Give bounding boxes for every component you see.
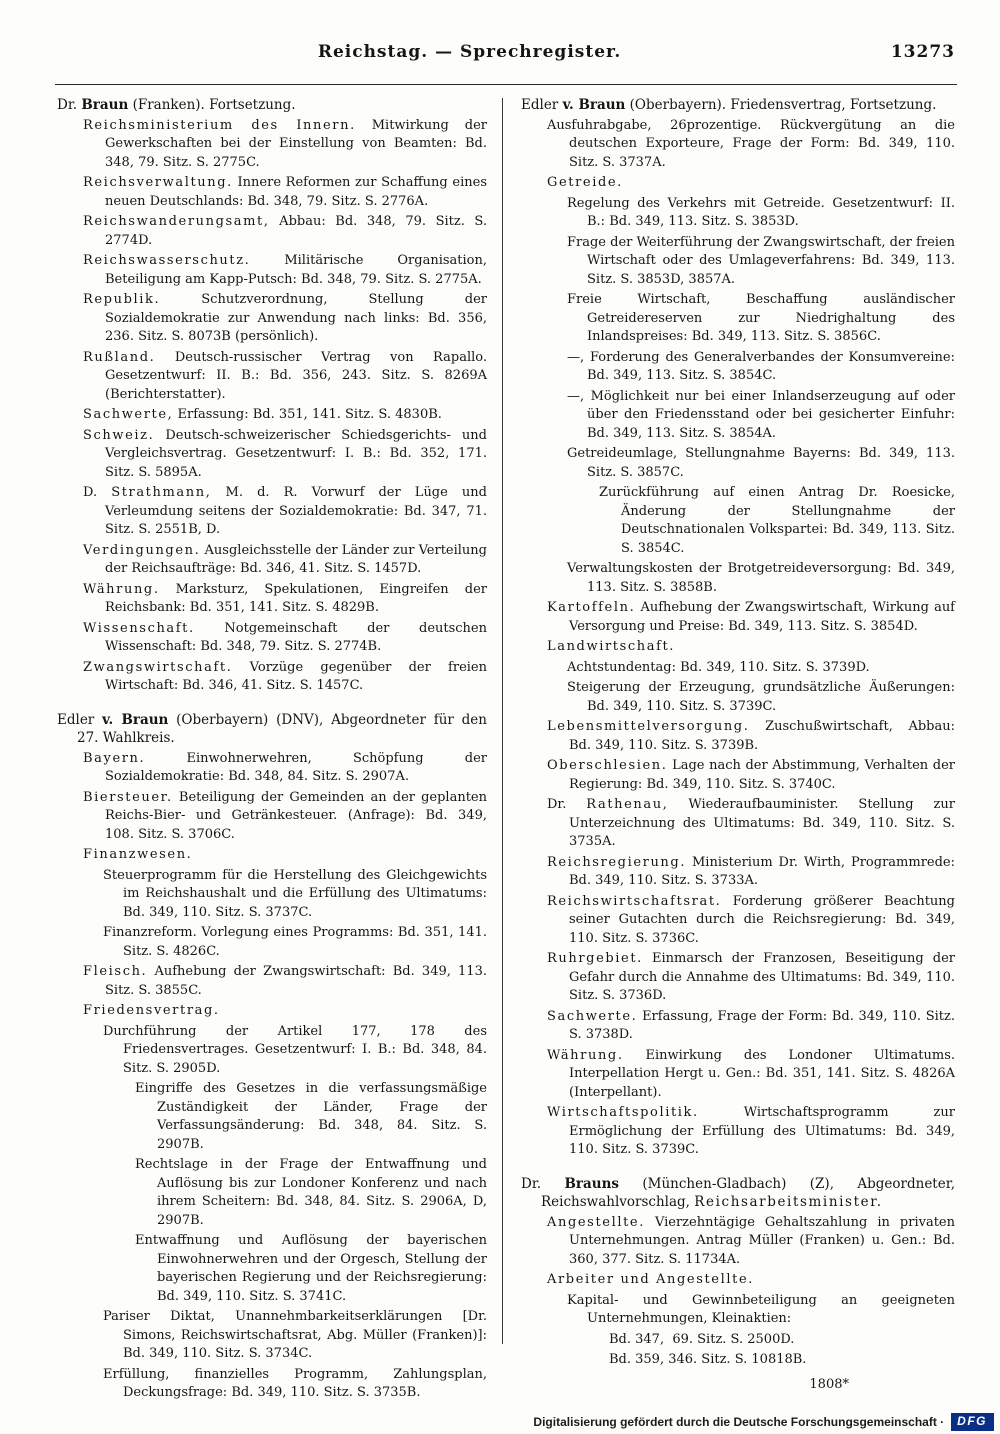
entry-keyword: Währung. bbox=[547, 1047, 624, 1063]
page-header bbox=[55, 42, 957, 72]
index-entry: Zurückführung auf einen Antrag Dr. Roesicke, Änderung der Stellungnahme der Deutschnationalen Volkspartei: Bd. 349, 113. Sitz. S. 3854C. bbox=[599, 485, 955, 556]
entry-keyword: Finanzwesen. bbox=[83, 847, 193, 862]
column-divider bbox=[502, 98, 503, 1344]
index-entry bbox=[521, 174, 955, 193]
index-entry: Angestellte. Vierzehntägige Gehaltszahlung in privaten Unternehmungen. Antrag Müller (Franken) u. Gen.: Bd. 360, 377. Sitz. S. 11734A. bbox=[547, 1214, 955, 1267]
page-number: 13273 bbox=[890, 42, 955, 62]
index-entry: Eingriffe des Gesetzes in die verfassungsmäßige Zuständigkeit der Länder, Frage der Verfassungsänderung: Bd. 348, 84. Sitz. S. 2907B. bbox=[135, 1081, 487, 1152]
index-entry bbox=[57, 1002, 487, 1021]
entry-keyword: Reichsregierung. bbox=[547, 854, 687, 870]
dfg-logo: DFG bbox=[951, 1413, 994, 1431]
speaker-name: Brauns bbox=[564, 1175, 619, 1192]
index-entry: Finanzreform. Vorlegung eines Programms: Bd. 351, 141. Sitz. S. 4826C. bbox=[103, 925, 487, 959]
header-rule bbox=[55, 84, 957, 85]
heading-text: Reichsarbeitsminister. bbox=[694, 1194, 883, 1210]
index-entry: Freie Wirtschaft, Beschaffung ausländischer Getreidereserven zur Niedrighaltung des Inlandspreises: Bd. 349, 113. Sitz. S. 3856C. bbox=[567, 292, 955, 344]
speaker-name: v. Braun bbox=[102, 711, 169, 728]
index-entry: Steuerprogramm für die Herstellung des Gleichgewichts im Reichshaushalt und die Erfüllung des Ultimatums: Bd. 349, 110. Sitz. S. 3737C. bbox=[103, 867, 487, 920]
index-entry: Rußland. Deutsch-russischer Vertrag von Rapallo. Gesetzentwurf: II. B.: Bd. 356, 243. Sitz. S. 8269A (Berichterstatter). bbox=[83, 349, 487, 402]
entry-keyword: Angestellte. bbox=[547, 1214, 645, 1230]
index-entry: Dr. Rathenau, Wiederaufbauminister. Stellung zur Unterzeichnung des Ultimatums: Bd. 349, 110. Sitz. S. 3735A. bbox=[547, 797, 955, 849]
speaker-heading bbox=[57, 711, 487, 748]
index-entry: Wirtschaftspolitik. Wirtschaftsprogramm zur Ermöglichung der Erfüllung des Ultimatums: Bd. 349, 110. Sitz. S. 3739C. bbox=[547, 1105, 955, 1157]
index-entry: Oberschlesien. Lage nach der Abstimmung, Verhalten der Regierung: Bd. 349, 110. Sitz. S. 3740C. bbox=[547, 758, 955, 792]
entry-keyword: Reichswasserschutz. bbox=[83, 253, 251, 268]
entry-keyword: Strathmann, bbox=[111, 485, 212, 500]
index-entry: Zwangswirtschaft. Vorzüge gegenüber der freien Wirtschaft: Bd. 346, 41. Sitz. S. 1457C. bbox=[83, 659, 487, 693]
index-entry bbox=[521, 1271, 955, 1290]
entry-keyword: Arbeiter und Angestellte. bbox=[547, 1272, 754, 1287]
entry-keyword: Biersteuer. bbox=[83, 789, 173, 805]
heading-text: (Oberbayern) (DNV), Abgeordneter für den 27. Wahlkreis. bbox=[77, 711, 487, 746]
entry-keyword: Reichswanderungsamt, bbox=[83, 214, 270, 229]
index-entry: Rechtslage in der Frage der Entwaffnung und Auflösung bis zur Londoner Konferenz und nach ihrem Scheitern: Bd. 348, 84. Sitz. S. 2906A, D, 2907B. bbox=[135, 1157, 487, 1228]
right-column bbox=[521, 96, 955, 1394]
entry-keyword: Kartoffeln. bbox=[547, 600, 636, 615]
index-entry: Reichsverwaltung. Innere Reformen zur Schaffung eines neuen Deutschlands: Bd. 348, 79. Sitz. S. 2776A. bbox=[83, 175, 487, 209]
index-entry: Kartoffeln. Aufhebung der Zwangswirtschaft, Wirkung auf Versorgung und Preise: Bd. 349, 113. Sitz. S. 3854D. bbox=[547, 600, 955, 634]
index-entry: Kapital- und Gewinnbeteiligung an geeigneten Unternehmungen, Kleinaktien: bbox=[567, 1292, 955, 1326]
speaker-name: v. Braun bbox=[562, 97, 626, 113]
index-entry: Biersteuer. Beteiligung der Gemeinden an der geplanten Reichs-Bier- und Getränkesteuer. (Anfrage): Bd. 349, 108. Sitz. S. 3706C. bbox=[83, 789, 487, 842]
entry-keyword: Oberschlesien. bbox=[547, 758, 668, 773]
speaker-heading bbox=[521, 1175, 955, 1212]
index-entry: Sachwerte. Erfassung, Frage der Form: Bd. 349, 110. Sitz. S. 3738D. bbox=[547, 1008, 955, 1042]
entry-keyword: Sachwerte. bbox=[547, 1008, 638, 1024]
entry-keyword: Rathenau, bbox=[586, 797, 669, 812]
heading-text: (Oberbayern). Friedensvertrag, Fortsetzung. bbox=[625, 97, 937, 113]
index-entry: Reichsministerium des Innern. Mitwirkung der Gewerkschaften bei der Einstellung von Beamten: Bd. 348, 79. Sitz. S. 2775C. bbox=[83, 117, 487, 170]
entry-keyword: Getreide. bbox=[547, 175, 623, 190]
index-entry: Steigerung der Erzeugung, grundsätzliche Äußerungen: Bd. 349, 110. Sitz. S. 3739C. bbox=[567, 680, 955, 714]
digitization-credit bbox=[533, 1413, 994, 1431]
entry-keyword: Verdingungen. bbox=[83, 542, 201, 558]
index-entry: —, Möglichkeit nur bei einer Inlandserzeugung auf oder über den Friedensstand oder bei gesicherter Einfuhr: Bd. 349, 113. Sitz. S. 3854A. bbox=[567, 388, 955, 441]
running-title: Reichstag. — Sprechregister. bbox=[317, 42, 622, 62]
heading-text: (Franken). Fortsetzung. bbox=[128, 97, 296, 113]
speaker-heading bbox=[57, 96, 487, 115]
entry-keyword: Bayern. bbox=[83, 750, 146, 766]
heading-text: Dr. bbox=[57, 97, 82, 113]
credit-text: Digitalisierung gefördert durch die Deutsche Forschungsgemeinschaft · bbox=[533, 1415, 945, 1429]
index-entry: —, Forderung des Generalverbandes der Konsumvereine: Bd. 349, 113. Sitz. S. 3854C. bbox=[567, 349, 955, 383]
index-entry: Erfüllung, finanzielles Programm, Zahlungsplan, Deckungsfrage: Bd. 349, 110. Sitz. S. 3735B. bbox=[103, 1366, 487, 1400]
entry-keyword: Ruhrgebiet. bbox=[547, 951, 643, 966]
heading-text: (München-Gladbach) (Z), Abgeordneter, Reichswahlvorschlag, bbox=[541, 1175, 955, 1210]
index-entry: Verwaltungskosten der Brotgetreideversorgung: Bd. 349, 113. Sitz. S. 3858B. bbox=[567, 561, 955, 595]
heading-text: Dr. bbox=[521, 1175, 565, 1192]
index-entry: Bayern. Einwohnerwehren, Schöpfung der Sozialdemokratie: Bd. 348, 84. Sitz. S. 2907A. bbox=[83, 750, 487, 784]
index-entry: Frage der Weiterführung der Zwangswirtschaft, der freien Wirtschaft oder des Umlageverfahrens: Bd. 349, 113. Sitz. S. 3853D, 3857A. bbox=[567, 234, 955, 287]
index-entry: Regelung des Verkehrs mit Getreide. Gesetzentwurf: II. B.: Bd. 349, 113. Sitz. S. 3853D. bbox=[567, 195, 955, 229]
index-entry: Achtstundentag: Bd. 349, 110. Sitz. S. 3739D. bbox=[567, 659, 870, 675]
index-entry: Verdingungen. Ausgleichsstelle der Länder zur Verteilung der Reichsaufträge: Bd. 346, 41. Sitz. S. 1457D. bbox=[83, 542, 487, 576]
index-entry: Durchführung der Artikel 177, 178 des Friedensvertrages. Gesetzentwurf: I. B.: Bd. 348, 84. Sitz. S. 2905D. bbox=[103, 1023, 487, 1076]
index-entry: Bd. 359, 346. Sitz. S. 10818B. bbox=[609, 1352, 807, 1367]
index-entry: Reichsregierung. Ministerium Dr. Wirth, Programmrede: Bd. 349, 110. Sitz. S. 3733A. bbox=[547, 854, 955, 888]
entry-keyword: Rußland. bbox=[83, 349, 156, 365]
entry-keyword: Zwangswirtschaft. bbox=[83, 659, 233, 675]
speaker-heading bbox=[521, 96, 955, 115]
printer-signature: 1808* bbox=[809, 1376, 849, 1392]
index-entry: Republik. Schutzverordnung, Stellung der Sozialdemokratie zur Anwendung nach links: Bd. 356, 236. Sitz. S. 8073B (persönlich). bbox=[83, 292, 487, 344]
entry-keyword: Republik. bbox=[83, 292, 161, 307]
entry-keyword: Fleisch. bbox=[83, 964, 148, 979]
entry-keyword: Schweiz. bbox=[83, 427, 155, 443]
heading-text: Edler bbox=[521, 97, 563, 113]
entry-keyword: Reichswirtschaftsrat. bbox=[547, 893, 722, 909]
entry-keyword: Wissenschaft. bbox=[83, 620, 195, 636]
index-entry bbox=[57, 846, 487, 865]
entry-keyword: Reichsministerium des Innern. bbox=[83, 117, 356, 133]
speaker-name: Braun bbox=[81, 97, 129, 113]
index-entry bbox=[521, 638, 955, 657]
left-column bbox=[57, 96, 487, 1403]
index-entry: Wissenschaft. Notgemeinschaft der deutschen Wissenschaft: Bd. 348, 79. Sitz. S. 2774B. bbox=[83, 620, 487, 654]
entry-keyword: Lebensmittelversorgung. bbox=[547, 719, 750, 734]
entry-keyword: Reichsverwaltung. bbox=[83, 175, 233, 190]
heading-text: Edler bbox=[57, 711, 103, 728]
index-entry: Reichswirtschaftsrat. Forderung größerer Beachtung seiner Gutachten durch die Reichsregierung: Bd. 349, 110. Sitz. S. 3736C. bbox=[547, 893, 955, 946]
index-entry: Währung. Einwirkung des Londoner Ultimatums. Interpellation Hergt u. Gen.: Bd. 351, 141. Sitz. S. 4826A (Interpellant). bbox=[547, 1047, 955, 1100]
index-entry: Sachwerte, Erfassung: Bd. 351, 141. Sitz. S. 4830B. bbox=[83, 407, 442, 422]
index-entry: Lebensmittelversorgung. Zuschußwirtschaft, Abbau: Bd. 349, 110. Sitz. S. 3739B. bbox=[547, 719, 955, 753]
index-entry: Entwaffnung und Auflösung der bayerischen Einwohnerwehren und der Orgesch, Stellung der bayerischen Regierung und der Reichsregierung: Bd. 349, 110. Sitz. S. 3741C. bbox=[135, 1233, 487, 1304]
entry-keyword: Wirtschaftspolitik. bbox=[547, 1105, 699, 1120]
entry-keyword: Friedensvertrag. bbox=[83, 1003, 220, 1018]
index-entry: Währung. Marksturz, Spekulationen, Eingreifen der Reichsbank: Bd. 351, 141. Sitz. S. 4829B. bbox=[83, 581, 487, 615]
entry-keyword: Sachwerte, bbox=[83, 407, 174, 422]
index-entry: Ruhrgebiet. Einmarsch der Franzosen, Beseitigung der Gefahr durch die Annahme des Ultimatums: Bd. 349, 110. Sitz. S. 3736D. bbox=[547, 951, 955, 1003]
index-entry: Pariser Diktat, Unannehmbarkeitserklärungen [Dr. Simons, Reichswirtschaftsrat, Abg. Müller (Franken)]: Bd. 349, 110. Sitz. S. 3734C. bbox=[103, 1309, 487, 1361]
index-entry: Fleisch. Aufhebung der Zwangswirtschaft: Bd. 349, 113. Sitz. S. 3855C. bbox=[83, 964, 487, 998]
index-entry: D. Strathmann, M. d. R. Vorwurf der Lüge und Verleumdung seitens der Sozialdemokratie: Bd. 347, 71. Sitz. S. 2551B, D. bbox=[83, 485, 487, 537]
index-entry: Ausfuhrabgabe, 26prozentige. Rückvergütung an die deutschen Exporteure, Frage der Form: Bd. 349, 110. Sitz. S. 3737A. bbox=[547, 117, 955, 170]
index-entry: Bd. 347, 69. Sitz. S. 2500D. bbox=[609, 1331, 795, 1347]
entry-keyword: Währung. bbox=[83, 581, 160, 597]
index-entry: Getreideumlage, Stellungnahme Bayerns: Bd. 349, 113. Sitz. S. 3857C. bbox=[567, 446, 955, 480]
index-entry: Reichswanderungsamt, Abbau: Bd. 348, 79. Sitz. S. 2774D. bbox=[83, 214, 487, 248]
entry-keyword: Landwirtschaft. bbox=[547, 639, 676, 654]
index-entry: Schweiz. Deutsch-schweizerischer Schiedsgerichts- und Vergleichsvertrag. Gesetzentwurf: I. B.: Bd. 352, 171. Sitz. S. 5895A. bbox=[83, 427, 487, 480]
index-entry: Reichswasserschutz. Militärische Organisation, Beteiligung am Kapp-Putsch: Bd. 348, 79. Sitz. S. 2775A. bbox=[83, 253, 487, 287]
